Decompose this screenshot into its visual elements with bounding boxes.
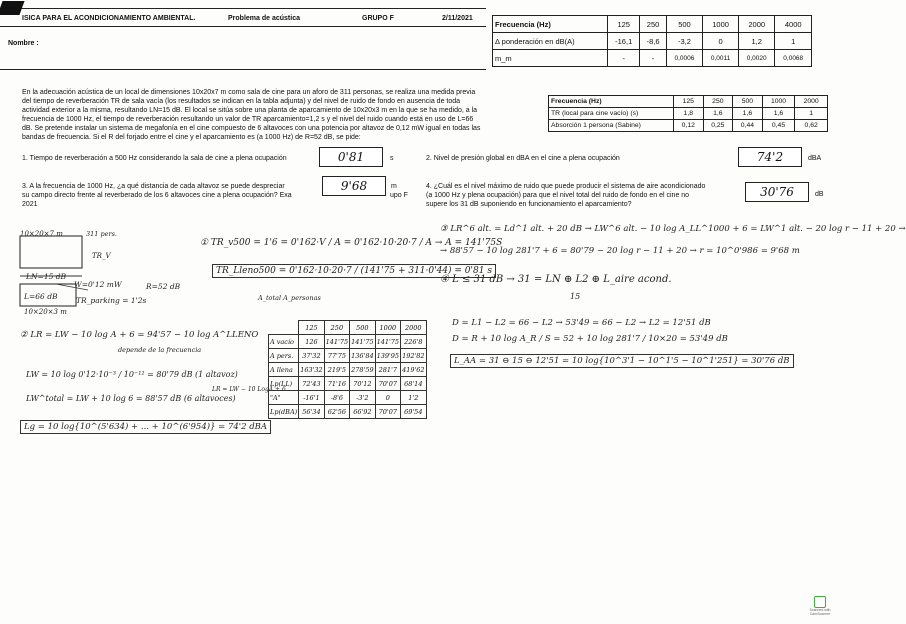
table-cell: 70'12 — [350, 377, 375, 391]
question-3-line3: 2021 — [22, 201, 38, 208]
solution-2-note: depende de la frecuencia — [118, 346, 202, 354]
table-cell: 141'75 — [350, 335, 375, 349]
table-row — [269, 363, 427, 377]
table-row — [549, 108, 828, 120]
table-cell: 141'75 — [375, 335, 400, 349]
table-cell: 250 — [703, 96, 733, 108]
table-row — [269, 377, 427, 391]
sketch-trparking: TR_parking = 1'2s — [76, 296, 147, 305]
table-cell: -16,1 — [608, 33, 640, 50]
table-cell: 0,62 — [795, 120, 828, 132]
statement-line: bandas de frecuencia. Si el R del forjado entre el cine y el aparcamiento es (a 1000 Hz) de R=52 dB, se pide: — [22, 134, 361, 141]
header-group: GRUPO F — [362, 15, 394, 22]
table-cell: 1 — [795, 108, 828, 120]
table-cell: Lp(LL) — [269, 377, 299, 391]
table-cell: A llena — [269, 363, 299, 377]
camscanner-logo — [800, 596, 840, 616]
table-cell: -16'1 — [299, 391, 324, 405]
solution-4-d: D = L1 − L2 = 66 − L2 → 53'49 = 66 − L2 → L2 = 12'51 dB — [452, 318, 711, 328]
table-cell: 250 — [640, 16, 666, 33]
table-cell: 1,8 — [674, 108, 704, 120]
table-cell: 2000 — [795, 96, 828, 108]
statement-line: actividad exterior a la misma, resultando LN=15 dB. El local se sitúa sobre una planta de aparcamiento de 10x20x3 m en la que se ha medido, a la — [22, 107, 478, 114]
table-row — [269, 349, 427, 363]
header-subject: Problema de acústica — [228, 15, 300, 22]
sketch-ln: LN=15 dB — [26, 272, 67, 281]
question-4-line1: 4. ¿Cuál es el nivel máximo de ruido que puede producir el sistema de aire acondicionado — [426, 183, 706, 190]
header-school: ISICA PARA EL ACONDICIONAMIENTO AMBIENTAL. — [22, 15, 196, 22]
table-row — [493, 33, 812, 50]
statement-line: del tiempo de reverberación TR de sala vacía (los resultados se indican en la tabla adjunta) y del nivel de ruido de fondo en ausencia de toda — [22, 98, 461, 105]
header-divider — [0, 26, 486, 27]
table-cell: 72'43 — [299, 377, 324, 391]
table-cell: 0,0068 — [775, 50, 812, 67]
table-row — [493, 16, 812, 33]
solution-3-line2: → 88'57 − 10 log 281'7 + 6 = 80'79 − 20 log r − 11 + 20 → r = 10^0'986 = 9'68 m — [440, 246, 800, 256]
table-cell: 1,6 — [733, 108, 763, 120]
table-cell — [269, 321, 299, 335]
name-label: Nombre : — [8, 40, 39, 47]
table-cell: 1,6 — [762, 108, 795, 120]
table-cell: 281'7 — [375, 363, 400, 377]
table-cell: 419'62 — [401, 363, 426, 377]
solution-1-line3: A_total A_personas — [258, 294, 321, 302]
table-cell: 125 — [299, 321, 324, 335]
table-cell: -3,2 — [666, 33, 702, 50]
table-cell: 1,2 — [738, 33, 774, 50]
table-cell: 278'59 — [350, 363, 375, 377]
table-cell: 77'75 — [324, 349, 349, 363]
table-cell: 1000 — [375, 321, 400, 335]
question-3-line2: su campo directo frente al reverberado de los 6 altavoces cine a plena ocupación? Exa — [22, 192, 292, 199]
question-3-line2b: upo F — [390, 192, 408, 199]
logo-icon — [814, 596, 826, 608]
table-cell: -3'2 — [350, 391, 375, 405]
table-cell: Frecuencia (Hz) — [493, 16, 608, 33]
table-cell: Δ ponderación en dB(A) — [493, 33, 608, 50]
sketch-r: R=52 dB — [146, 282, 181, 291]
table-cell: 125 — [608, 16, 640, 33]
question-4-line2: (a 1000 Hz y plena ocupación) para que el nivel total del ruido de fondo en el cine no — [426, 192, 690, 199]
answer-3-box[interactable]: 9'68 — [322, 176, 386, 196]
table-cell: Absorción 1 persona (Sabine) — [549, 120, 674, 132]
table-cell: 136'84 — [350, 349, 375, 363]
table-cell: 4000 — [775, 16, 812, 33]
answer-2-unit: dBA — [808, 155, 822, 162]
table-cell: Frecuencia (Hz) — [549, 96, 674, 108]
sketch-l: L=66 dB — [24, 292, 58, 301]
table-cell: -8,6 — [640, 33, 666, 50]
table-cell: 163'32 — [299, 363, 324, 377]
statement-line: dB. Se pretende instalar un sistema de megafonía en el cine compuesto de 6 altavoces con una potencia por altavoz de 0,12 mW igual en todas las — [22, 125, 481, 132]
solution-4-d2: D = R + 10 log A_R / S = 52 + 10 log 281'7 / 10×20 = 53'49 dB — [452, 334, 728, 344]
table-cell: 500 — [666, 16, 702, 33]
table-cell: Lp(dBA) — [269, 405, 299, 419]
table-cell: 139'95 — [375, 349, 400, 363]
table-cell: m_m — [493, 50, 608, 67]
table-cell: 226'8 — [401, 335, 426, 349]
table-cell: 2000 — [738, 16, 774, 33]
cinema-room-shape — [20, 236, 82, 268]
solution-3-line1: ③ LR^6 alt. = Ld^1 alt. + 20 dB → LW^6 alt. − 10 log A_LL^1000 + 6 = LW^1 alt. − 20 log r − 11 + 20 → — [440, 224, 906, 234]
table-cell: 0,25 — [703, 120, 733, 132]
table-cell: 192'82 — [401, 349, 426, 363]
table-cell: TR (local para cine vacío) (s) — [549, 108, 674, 120]
table-cell: 66'92 — [350, 405, 375, 419]
answer-2-box[interactable]: 74'2 — [738, 147, 802, 167]
calc-table-body — [269, 321, 427, 419]
table-cell: 56'34 — [299, 405, 324, 419]
sketch-trv: TR_V — [92, 252, 111, 260]
table-cell: 219'5 — [324, 363, 349, 377]
table-cell: 62'56 — [324, 405, 349, 419]
solution-2-lw: LW = 10 log 0'12·10⁻³ / 10⁻¹² = 80'79 dB (1 altavoz) — [26, 370, 238, 379]
answer-1-box[interactable]: 0'81 — [319, 147, 383, 167]
table-row — [269, 405, 427, 419]
solution-4-line1: ④ L ≤ 31 dB → 31 = LN ⊕ L2 ⊕ L_aire acond. — [440, 274, 672, 285]
table-cell: 0,45 — [762, 120, 795, 132]
table-cell: A vacío — [269, 335, 299, 349]
table-row — [549, 120, 828, 132]
table-cell: 1000 — [762, 96, 795, 108]
table-cell: 500 — [350, 321, 375, 335]
table-row — [269, 391, 427, 405]
answer-4-unit: dB — [815, 191, 824, 198]
table-cell: 250 — [324, 321, 349, 335]
table-cell: A pers. — [269, 349, 299, 363]
answer-3-unit: m — [391, 183, 397, 190]
solution-4-mid: 15 — [570, 292, 581, 301]
table-row — [269, 321, 427, 335]
table-cell: 0,44 — [733, 120, 763, 132]
table-row — [269, 335, 427, 349]
header-corner — [0, 1, 25, 15]
table-cell: 71'16 — [324, 377, 349, 391]
sketch-w: W=0'12 mW — [74, 280, 122, 289]
table-cell: 37'32 — [299, 349, 324, 363]
table-cell: 0 — [703, 33, 739, 50]
table-cell: 126 — [299, 335, 324, 349]
table-cell: - — [608, 50, 640, 67]
table-row — [493, 50, 812, 67]
solution-4-laa: L_AA = 31 ⊖ 15 ⊖ 12'51 = 10 log{10^3'1 − 10^1'5 − 10^1'251} = 30'76 dB — [450, 354, 794, 368]
table-cell: 69'54 — [401, 405, 426, 419]
sketch-room-dims: 10×20×7 m — [20, 230, 63, 238]
table-cell: 2000 — [401, 321, 426, 335]
table-cell: 1000 — [703, 16, 739, 33]
sketch-persons: 311 pers. — [86, 230, 117, 238]
solution-2-lwtot: LW^total = LW + 10 log 6 = 88'57 dB (6 altavoces) — [26, 394, 236, 403]
calc-table — [268, 320, 427, 419]
solution-1-line2: TR_Lleno500 = 0'162·10·20·7 / (141'75 + 311·0'44) = 0'81 s — [212, 264, 496, 278]
sketch-park-dims: 10×20×3 m — [24, 308, 67, 316]
question-1: 1. Tiempo de reverberación a 500 Hz considerando la sala de cine a plena ocupación — [22, 155, 287, 162]
answer-4-box[interactable]: 30'76 — [745, 182, 809, 202]
solution-2-line1: ② LR = LW − 10 log A + 6 = 94'57 − 10 log A^LLENO — [20, 330, 259, 340]
header-band — [0, 8, 486, 70]
table-cell: 1 — [775, 33, 812, 50]
table-cell: 0,0006 — [666, 50, 702, 67]
table-row — [549, 96, 828, 108]
solution-2-lg: Lg = 10 log{10^(5'634) + ... + 10^(6'954)} = 74'2 dBA — [20, 420, 271, 434]
table-cell: 68'14 — [401, 377, 426, 391]
question-2: 2. Nivel de presión global en dBA en el cine a plena ocupación — [426, 155, 620, 162]
problem-statement — [22, 88, 550, 142]
solution-2-note2: LR = LW − 10 LogA + 6 — [212, 386, 286, 393]
table-cell: 0,0011 — [703, 50, 739, 67]
table-cell: 0,12 — [674, 120, 704, 132]
table-cell: 141'75 — [324, 335, 349, 349]
table-cell: 500 — [733, 96, 763, 108]
reverberation-table — [548, 95, 828, 132]
table-cell: 0 — [375, 391, 400, 405]
logo-text: Scanned with CamScanner — [809, 608, 831, 616]
table-cell: - — [640, 50, 666, 67]
table-cell: 125 — [674, 96, 704, 108]
table-cell: -8'6 — [324, 391, 349, 405]
statement-line: frecuencia de 1000 Hz, el tiempo de reverberación resultando un valor de TR aparcamiento=1,2 s y el nivel del ruido cuando está en uso de L=66 — [22, 116, 474, 123]
table-cell: 1,6 — [703, 108, 733, 120]
header-date: 2/11/2021 — [442, 15, 473, 22]
answer-1-unit: s — [390, 155, 394, 162]
solution-1-line1: ① TR_v500 = 1'6 = 0'162·V / A = 0'162·10·20·7 / A → A = 141'75S — [200, 238, 503, 248]
table-cell: 70'07 — [375, 405, 400, 419]
table-cell: 0,0020 — [738, 50, 774, 67]
question-4-line3: supere los 31 dB suponiendo en funcionamiento el aparcamiento? — [426, 201, 632, 208]
question-3-line1: 3. A la frecuencia de 1000 Hz, ¿a qué distancia de cada altavoz se puede despreciar — [22, 183, 285, 190]
weighting-table — [492, 15, 812, 67]
table-cell: 70'07 — [375, 377, 400, 391]
table-cell: 1'2 — [401, 391, 426, 405]
statement-line: En la adecuación acústica de un local de dimensiones 10x20x7 m como sala de cine para un aforo de 311 personas, se realiza una medida previa — [22, 89, 476, 96]
table-cell: "A" — [269, 391, 299, 405]
